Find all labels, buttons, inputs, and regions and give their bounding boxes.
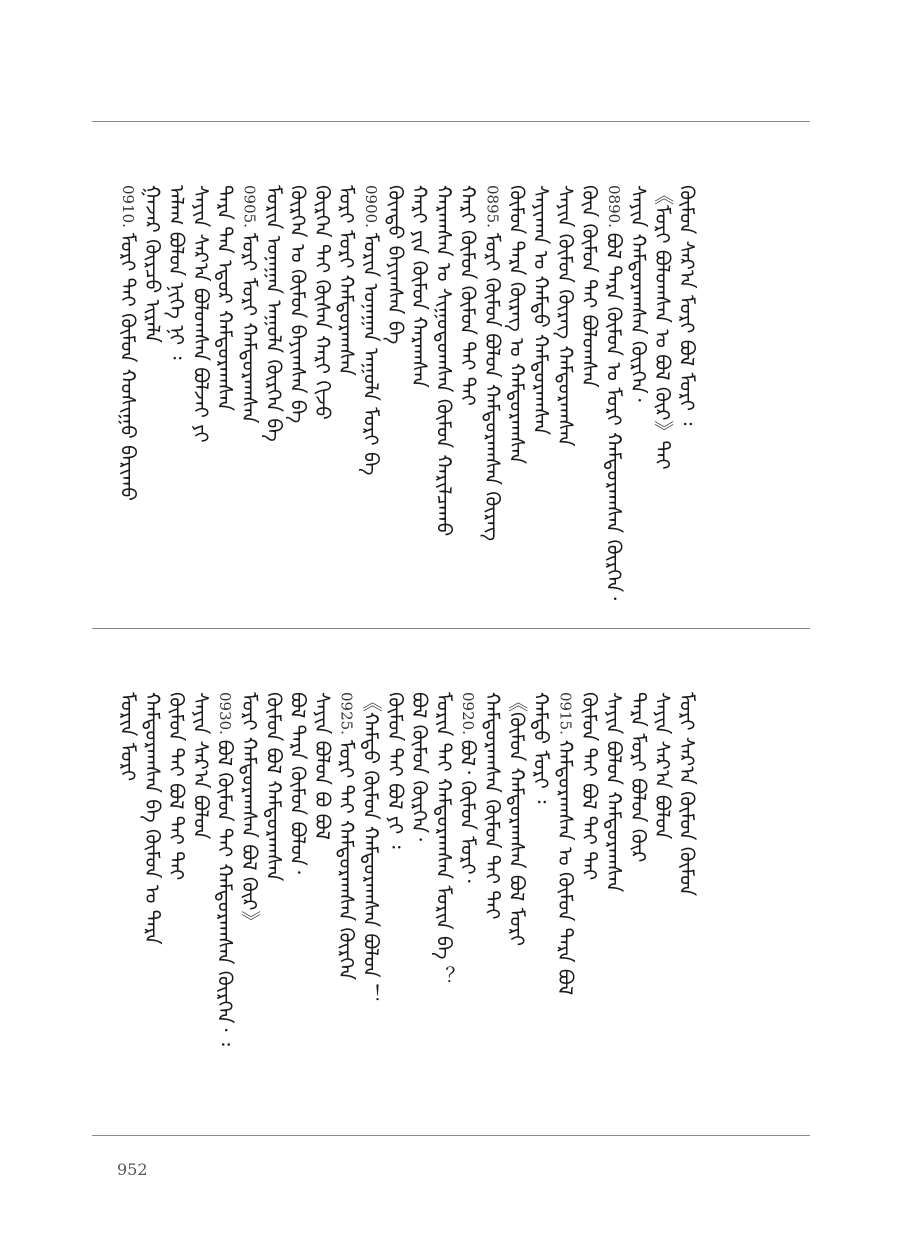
verse-line: [141, 692, 163, 945]
verse-line: [433, 692, 455, 986]
verse-text: ᠭᠠᠵᠠᠷ ᠬᠦᠷᠴᠦ ᠢᠷᠡᠯᠡ: [140, 185, 165, 343]
line-number: 0915.: [556, 692, 575, 735]
verse-text: ᠰᠠᠶᠢᠬᠠᠨ ᠤ ᠬᠠᠮᠲᠤ ᠬᠠᠮᠲᠤᠷᠠᠭᠰᠠᠨ: [529, 185, 554, 436]
verse-line: [384, 185, 406, 344]
verse-text: ᠰᠠᠶᠢᠨ ᠬᠠᠮᠲᠤᠷᠠᠭᠰᠠᠨ ᠬᠦᠷᠭᠡᠨ᠂: [626, 185, 651, 402]
verse-text: ᠬᠠᠷᠢ ᠶᠢᠨ ᠬᠦᠮᠦᠨ ᠬᠠᠷᠠᠭᠰᠠᠨ: [407, 185, 432, 388]
verse-line: [457, 692, 479, 883]
verse-line: [457, 185, 479, 406]
verse-line: [530, 185, 552, 435]
verse-text: ᠪᠣᠯ᠂ ᠬᠦᠮᠦᠨ ᠮᠣᠷᠢ᠂: [456, 739, 481, 883]
verse-line: [384, 692, 406, 849]
verse-text: ᠬᠦᠮᠦᠨ ᠪᠣᠯ ᠬᠠᠮᠲᠤᠷᠠᠭᠰᠠᠨ: [261, 692, 286, 882]
verse-line: [214, 692, 236, 1046]
verse-line: [627, 692, 649, 862]
verse-line: [482, 692, 504, 920]
verse-text: ᠬᠦᠮᠦᠨ ᠲᠡᠢ ᠪᠣᠯ ᠶᠢ ᠄: [383, 692, 408, 849]
verse-text: ᠰᠠᠶᠢᠨ ᠰᠠᠷ᠎ᠠ ᠪᠣᠯᠤᠨ: [650, 692, 675, 840]
verse-line: [409, 185, 431, 388]
verse-line: [603, 692, 625, 892]
verse-line: [506, 692, 528, 946]
lower-verse-block: [0, 692, 899, 1132]
verse-text: 《ᠬᠦᠮᠦᠨ ᠬᠠᠮᠲᠤᠷᠠᠭᠰᠠᠨ ᠪᠣᠯ ᠮᠣᠷᠢ: [504, 692, 529, 947]
verse-line: [554, 185, 576, 446]
verse-line: [676, 692, 698, 896]
verse-text: ᠮᠣᠷᠢ ᠮᠣᠷᠢ ᠬᠠᠮᠲᠤᠷᠠᠭᠰᠠᠨ: [237, 232, 262, 424]
verse-line: [482, 185, 504, 541]
verse-text: ᠬᠠᠮᠲᠤᠷᠠᠭᠰᠠᠨ ᠪᠡ ᠬᠦᠮᠦᠨ ᠤ ᠲᠡᠷᠡ: [140, 692, 165, 945]
page-number: 952: [117, 1160, 148, 1179]
verse-text: ᠬᠠᠮᠲᠤ ᠮᠣᠷᠢ ᠄: [529, 692, 554, 804]
verse-line: [627, 185, 649, 402]
verse-text: ᠪᠣᠯ ᠬᠦᠮᠦᠨ ᠬᠦᠷᠭᠡᠨ᠂: [407, 692, 432, 842]
verse-line: [433, 185, 455, 536]
verse-line: [141, 185, 163, 343]
verse-line: [166, 692, 188, 880]
line-number: 0890.: [605, 185, 623, 228]
verse-text: ᠬᠦᠨ ᠬᠦᠮᠦᠨ ᠲᠡᠢ ᠪᠣᠯᠤᠭᠰᠠᠨ: [577, 185, 602, 388]
verse-text: ᠪᠣᠯ ᠲᠡᠷᠡ ᠬᠦᠮᠦᠨ ᠪᠣᠯᠤᠨ᠂: [286, 692, 311, 874]
verse-text: ᠮᠣᠷᠢᠨ ᠮᠣᠷᠢ: [116, 692, 140, 782]
verse-text: ᠮᠣᠷᠢᠨ ᠤᠨᠠᠭᠠᠨ ᠠᠭᠤᠯᠠ ᠬᠦᠷᠭᠡᠨ ᠪᠡ: [261, 185, 286, 442]
middle-rule: [92, 628, 810, 629]
verse-text: ᠰᠠᠶᠢᠨ ᠰᠠᠷ᠎ᠠ ᠪᠣᠯᠤᠨ: [188, 692, 213, 840]
verse-line: [336, 185, 358, 376]
verse-text: ᠰᠠᠶᠢᠨ ᠪᠣᠯᠤᠨ ᠪᠣ ᠪᠣᠯ: [310, 692, 335, 840]
verse-text: ᠮᠣᠷᠢ ᠮᠣᠷᠢ ᠬᠠᠮᠲᠤᠷᠠᠭᠰᠠᠨ: [334, 185, 359, 376]
verse-text: 《ᠬᠠᠮᠲᠤ ᠬᠦᠮᠦᠨ ᠬᠠᠮᠲᠤᠷᠠᠭᠰᠠᠨ ᠪᠣᠯᠤᠨ ！: [359, 692, 383, 1005]
verse-text: ᠪᠣᠯ ᠲᠡᠷᠡ ᠬᠦᠮᠦᠨ ᠤ ᠮᠣᠷᠢ ᠬᠠᠮᠲᠤᠷᠠᠭᠰᠠᠨ ᠬᠦᠷᠭᠡᠨ᠂: [602, 232, 626, 601]
verse-line: [579, 185, 601, 388]
verse-line: [652, 185, 674, 470]
verse-text: 《ᠮᠣᠷᠢ ᠪᠣᠯᠤᠭᠰᠠᠨ ᠤ ᠪᠣᠯ ᠬᠦᠷ》ᠲᠡᠢ: [650, 185, 675, 470]
verse-line: [287, 692, 309, 874]
line-number: 0895.: [483, 185, 502, 228]
verse-line: [190, 692, 212, 839]
verse-line: [166, 185, 188, 360]
line-number: 0930.: [216, 692, 235, 735]
verse-line: [506, 185, 528, 464]
verse-line: [239, 185, 261, 423]
verse-line: [554, 692, 576, 995]
bottom-rule: [92, 1135, 810, 1136]
verse-line: [530, 692, 552, 803]
verse-text: ᠬᠦᠮᠦᠨ ᠰᠠᠷ᠎ᠠ ᠮᠣᠷᠢ ᠪᠣᠯ ᠮᠣᠷᠢ ᠄: [674, 185, 699, 426]
verse-text: ᠰᠠᠶᠢᠨ ᠬᠦᠮᠦᠨ ᠬᠦᠷᠡᠭ ᠬᠠᠮᠲᠤᠷᠠᠭᠰᠠᠨ: [553, 185, 578, 447]
verse-text: ᠮᠣᠷᠢ ᠰᠠᠷ᠎ᠠ ᠬᠦᠮᠦᠨ ᠬᠦᠮᠦᠨ: [674, 692, 699, 897]
verse-text: ᠬᠠᠷᠠᠭᠰᠠᠨ ᠤ ᠰᠢᠭᠤᠳᠤᠭᠰᠠᠨ ᠬᠦᠮᠦᠨ ᠬᠠᠷᠢᠯᠴᠠᠬᠤ: [431, 185, 456, 537]
verse-line: [652, 692, 674, 839]
verse-text: ᠮᠣᠷᠢᠨ ᠲᠡᠢ ᠬᠠᠮᠲᠤᠷᠠᠭᠰᠠᠨ ᠮᠣᠷᠢᠨ ᠪᠡ ？: [431, 692, 456, 986]
top-rule: [92, 121, 810, 122]
verse-text: ᠬᠠᠷᠢ ᠬᠦᠮᠦᠨ ᠬᠦᠮᠦᠨ ᠲᠡᠢ ᠲᠡᠢ: [456, 185, 481, 406]
verse-line: [360, 185, 382, 475]
verse-text: ᠬᠦᠨᠳᠦ ᠪᠠᠶᠢᠭᠰᠠᠨ ᠪᠡ: [383, 185, 408, 345]
verse-text: ᠲᠡᠷᠡ ᠮᠣᠷᠢ ᠪᠣᠯᠤᠨ ᠬᠦᠷ: [626, 692, 651, 863]
verse-text: ᠬᠠᠮᠲᠤᠷᠠᠭᠰᠠᠨ ᠬᠦᠮᠦᠨ ᠲᠡᠢ ᠲᠡᠢ: [480, 692, 505, 920]
line-number: 0910.: [119, 185, 137, 228]
verse-text: ᠰᠠᠶᠢᠨ ᠪᠣᠯᠤᠨ ᠬᠠᠮᠲᠤᠷᠠᠭᠰᠠᠨ: [602, 692, 626, 893]
verse-text: ᠬᠦᠷᠭᠡᠨ ᠲᠡᠢ ᠬᠦᠰᠡᠨ ᠬᠠᠷᠢ ᠬᠢᠵᠦ: [310, 185, 335, 420]
verse-text: ᠮᠣᠷᠢ ᠬᠦᠮᠦᠨ ᠪᠣᠯᠤᠨ ᠬᠠᠮᠲᠤᠷᠠᠭᠰᠠᠨ ᠬᠦᠷᠡᠭ: [480, 232, 505, 542]
verse-line: [239, 692, 261, 931]
verse-text: ᠰᠠᠶᠢᠨ ᠰᠠᠷ᠎ᠠ ᠪᠣᠯᠤᠭᠰᠠᠨ ᠪᠣᠯᠵᠠᠢ ᠶᠢ: [188, 185, 213, 443]
verse-line: [214, 185, 236, 411]
verse-line: [117, 692, 139, 781]
verse-line: [311, 692, 333, 840]
verse-line: [409, 692, 431, 841]
verse-text: ᠬᠦᠮᠦᠨ ᠲᠡᠢ ᠪᠣᠯ ᠲᠡᠢ ᠲᠡᠢ: [164, 692, 189, 881]
verse-text: ᠮᠣᠷᠢ ᠲᠡᠢ ᠬᠦᠮᠦᠨ ᠬᠤᠰᠢᠭᠤ ᠪᠠᠷᠢᠬᠤ: [116, 232, 140, 501]
verse-text: ᠬᠠᠮᠲᠤᠷᠠᠭᠰᠠᠨ ᠤ ᠬᠦᠮᠦᠨ ᠲᠡᠷᠡ ᠪᠣᠯ: [553, 739, 578, 996]
verse-line: [117, 185, 139, 501]
verse-line: [287, 185, 309, 423]
verse-line: [311, 185, 333, 420]
verse-line: [676, 185, 698, 425]
verse-line: [579, 692, 601, 880]
upper-verse-block: [0, 185, 899, 625]
verse-line: [263, 185, 285, 442]
verse-text: ᠲᠡᠷᠡ ᠲᠡᠨ ᠡᠳᠦᠷ ᠬᠠᠮᠲᠤᠷᠠᠭᠰᠠᠨ: [213, 185, 238, 412]
verse-line: [263, 692, 285, 881]
verse-text: ᠪᠣᠯ ᠬᠦᠮᠦᠨ ᠲᠡᠢ ᠬᠠᠮᠲᠤᠷᠠᠭᠰᠠᠨ ᠬᠦᠷᠭᠡᠨ᠂ ᠄: [213, 739, 238, 1047]
verse-text: ᠠᠯᠠᠭ ᠪᠣᠯᠤᠨ ᠨᠢᠭᠡ ᠨᠢ ᠄: [164, 185, 189, 360]
verse-line: [360, 692, 382, 1004]
verse-text: ᠮᠣᠷᠢᠨ ᠤᠨᠠᠭᠠᠨ ᠠᠭᠤᠯᠠ ᠮᠣᠷᠢ ᠪᠡ: [359, 232, 383, 476]
verse-text: ᠮᠣᠷᠢ ᠲᠡᠢ ᠬᠠᠮᠲᠤᠷᠠᠭᠰᠠᠨ ᠬᠦᠷᠭᠡᠨ: [334, 739, 359, 981]
verse-line: [603, 185, 625, 600]
verse-line: [190, 185, 212, 443]
verse-line: [336, 692, 358, 980]
verse-text: ᠬᠦᠷᠭᠡᠨ ᠤ ᠬᠦᠮᠦᠨ ᠪᠠᠶᠢᠭᠰᠠᠨ ᠪᠡ: [286, 185, 311, 424]
verse-text: ᠬᠦᠮᠦᠨ ᠲᠡᠷᠡ ᠬᠦᠷᠡᠭ ᠤ ᠬᠠᠮᠲᠤᠷᠠᠭᠰᠠᠨ: [504, 185, 529, 464]
verse-text: ᠬᠦᠮᠦᠨ ᠲᠡᠢ ᠪᠣᠯ ᠲᠡᠢ ᠲᠡᠢ: [577, 692, 602, 881]
verse-text: ᠮᠣᠷᠢ ᠬᠠᠮᠲᠤᠷᠠᠭᠰᠠᠨ ᠪᠣᠯ ᠬᠦᠷ》: [237, 692, 262, 931]
line-number: 0920.: [459, 692, 478, 735]
line-number: 0905.: [240, 185, 259, 228]
line-number: 0900.: [362, 185, 380, 228]
line-number: 0925.: [337, 692, 356, 735]
